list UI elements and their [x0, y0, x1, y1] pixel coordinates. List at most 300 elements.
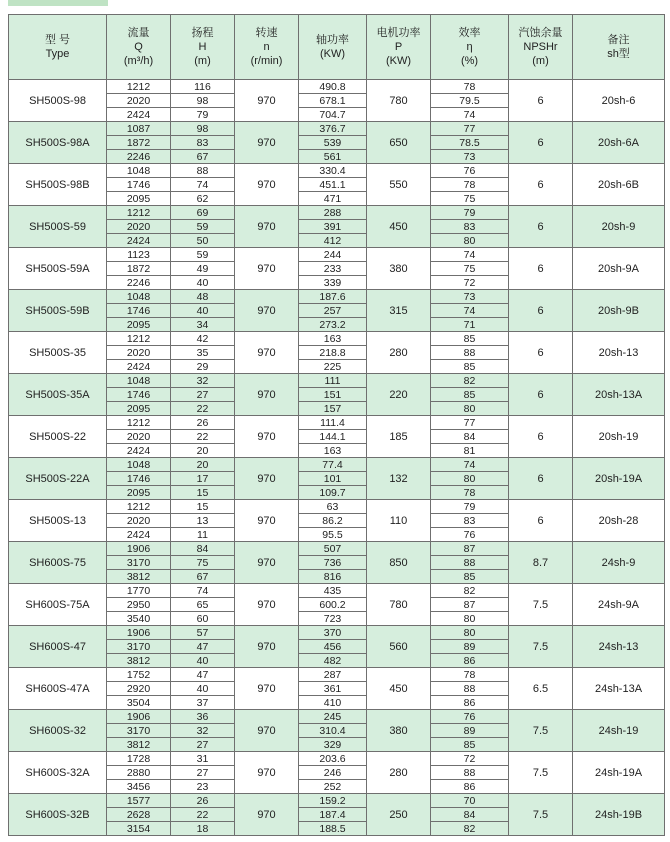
shaft-power-cell: 678.1 [299, 94, 367, 108]
table-row [9, 458, 665, 472]
speed-cell: 970 [235, 668, 299, 710]
efficiency-cell: 82 [431, 374, 509, 388]
head-cell: 84 [171, 542, 235, 556]
table-row [9, 668, 665, 682]
shaft-power-cell: 412 [299, 234, 367, 248]
shaft-power-cell: 482 [299, 654, 367, 668]
head-cell: 27 [171, 738, 235, 752]
npshr-cell: 7.5 [509, 626, 573, 668]
head-cell: 22 [171, 808, 235, 822]
flow-cell: 2095 [107, 486, 171, 500]
flow-cell: 2424 [107, 234, 171, 248]
header-npshr [509, 15, 573, 80]
motor-power-cell: 132 [367, 458, 431, 500]
table-body [9, 80, 665, 836]
npshr-cell: 7.5 [509, 710, 573, 752]
head-cell: 29 [171, 360, 235, 374]
flow-cell: 3456 [107, 780, 171, 794]
efficiency-cell: 87 [431, 598, 509, 612]
npshr-cell: 6 [509, 374, 573, 416]
flow-cell: 3812 [107, 654, 171, 668]
header-efficiency [431, 15, 509, 80]
head-cell: 79 [171, 108, 235, 122]
efficiency-cell: 80 [431, 626, 509, 640]
header-line: (r/min) [250, 55, 283, 67]
efficiency-cell: 84 [431, 430, 509, 444]
speed-cell: 970 [235, 206, 299, 248]
shaft-power-cell: 163 [299, 332, 367, 346]
head-cell: 83 [171, 136, 235, 150]
efficiency-cell: 87 [431, 542, 509, 556]
speed-cell: 970 [235, 584, 299, 626]
flow-cell: 2095 [107, 402, 171, 416]
flow-cell: 2424 [107, 528, 171, 542]
efficiency-cell: 83 [431, 220, 509, 234]
head-cell: 49 [171, 262, 235, 276]
efficiency-cell: 82 [431, 822, 509, 836]
shaft-power-cell: 736 [299, 556, 367, 570]
head-cell: 47 [171, 640, 235, 654]
efficiency-cell: 86 [431, 654, 509, 668]
shaft-power-cell: 456 [299, 640, 367, 654]
shaft-power-cell: 490.8 [299, 80, 367, 94]
note-cell: 24sh-19A [573, 752, 665, 794]
head-cell: 50 [171, 234, 235, 248]
head-cell: 40 [171, 304, 235, 318]
efficiency-cell: 74 [431, 108, 509, 122]
shaft-power-cell: 370 [299, 626, 367, 640]
flow-cell: 2095 [107, 192, 171, 206]
note-cell: 24sh-19B [573, 794, 665, 836]
flow-cell: 1728 [107, 752, 171, 766]
efficiency-cell: 88 [431, 766, 509, 780]
head-cell: 36 [171, 710, 235, 724]
speed-cell: 970 [235, 416, 299, 458]
head-cell: 27 [171, 766, 235, 780]
flow-cell: 1746 [107, 388, 171, 402]
efficiency-cell: 78 [431, 80, 509, 94]
header-accent-bar [8, 0, 108, 6]
shaft-power-cell: 329 [299, 738, 367, 752]
head-cell: 15 [171, 500, 235, 514]
motor-power-cell: 780 [367, 584, 431, 626]
efficiency-cell: 78 [431, 486, 509, 500]
flow-cell: 1577 [107, 794, 171, 808]
head-cell: 98 [171, 94, 235, 108]
motor-power-cell: 315 [367, 290, 431, 332]
head-cell: 17 [171, 472, 235, 486]
npshr-cell: 6 [509, 122, 573, 164]
model-cell: SH600S-47A [9, 668, 107, 710]
head-cell: 74 [171, 584, 235, 598]
speed-cell: 970 [235, 290, 299, 332]
motor-power-cell: 850 [367, 542, 431, 584]
table-row [9, 332, 665, 346]
speed-cell: 970 [235, 500, 299, 542]
shaft-power-cell: 225 [299, 360, 367, 374]
note-cell: 20sh-9B [573, 290, 665, 332]
flow-cell: 2246 [107, 150, 171, 164]
head-cell: 23 [171, 780, 235, 794]
shaft-power-cell: 561 [299, 150, 367, 164]
head-cell: 35 [171, 346, 235, 360]
npshr-cell: 7.5 [509, 584, 573, 626]
header-line: (m) [532, 55, 549, 67]
efficiency-cell: 81 [431, 444, 509, 458]
flow-cell: 1048 [107, 458, 171, 472]
head-cell: 48 [171, 290, 235, 304]
flow-cell: 1906 [107, 542, 171, 556]
shaft-power-cell: 376.7 [299, 122, 367, 136]
table-row [9, 626, 665, 640]
shaft-power-cell: 111 [299, 374, 367, 388]
header-speed [235, 15, 299, 80]
pump-spec-table [8, 14, 665, 836]
flow-cell: 2880 [107, 766, 171, 780]
head-cell: 22 [171, 430, 235, 444]
note-cell: 24sh-9A [573, 584, 665, 626]
flow-cell: 1212 [107, 500, 171, 514]
efficiency-cell: 80 [431, 402, 509, 416]
head-cell: 26 [171, 794, 235, 808]
speed-cell: 970 [235, 710, 299, 752]
model-cell: SH500S-22A [9, 458, 107, 500]
efficiency-cell: 85 [431, 570, 509, 584]
head-cell: 75 [171, 556, 235, 570]
shaft-power-cell: 391 [299, 220, 367, 234]
head-cell: 31 [171, 752, 235, 766]
shaft-power-cell: 816 [299, 570, 367, 584]
shaft-power-cell: 151 [299, 388, 367, 402]
flow-cell: 1770 [107, 584, 171, 598]
head-cell: 74 [171, 178, 235, 192]
motor-power-cell: 450 [367, 206, 431, 248]
model-cell: SH600S-32 [9, 710, 107, 752]
model-cell: SH600S-47 [9, 626, 107, 668]
table-row [9, 584, 665, 598]
npshr-cell: 7.5 [509, 794, 573, 836]
header-line: (m³/h) [123, 55, 154, 67]
efficiency-cell: 76 [431, 528, 509, 542]
table-row [9, 248, 665, 262]
shaft-power-cell: 188.5 [299, 822, 367, 836]
efficiency-cell: 78 [431, 178, 509, 192]
speed-cell: 970 [235, 626, 299, 668]
header-line: 电机功率 [376, 27, 421, 39]
efficiency-cell: 85 [431, 360, 509, 374]
efficiency-cell: 78 [431, 668, 509, 682]
flow-cell: 2424 [107, 360, 171, 374]
header-line: sh型 [607, 48, 630, 60]
table-row [9, 794, 665, 808]
speed-cell: 970 [235, 752, 299, 794]
head-cell: 27 [171, 388, 235, 402]
note-cell: 24sh-9 [573, 542, 665, 584]
header-row [9, 15, 665, 80]
shaft-power-cell: 86.2 [299, 514, 367, 528]
motor-power-cell: 560 [367, 626, 431, 668]
table-row [9, 416, 665, 430]
shaft-power-cell: 273.2 [299, 318, 367, 332]
efficiency-cell: 85 [431, 332, 509, 346]
model-cell: SH500S-98B [9, 164, 107, 206]
table-row [9, 290, 665, 304]
flow-cell: 3170 [107, 556, 171, 570]
model-cell: SH500S-98A [9, 122, 107, 164]
efficiency-cell: 83 [431, 514, 509, 528]
speed-cell: 970 [235, 794, 299, 836]
efficiency-cell: 85 [431, 388, 509, 402]
head-cell: 40 [171, 682, 235, 696]
model-cell: SH500S-59 [9, 206, 107, 248]
header-line: η [466, 41, 473, 53]
header-line: (KW) [319, 48, 346, 60]
flow-cell: 1212 [107, 416, 171, 430]
flow-cell: 1746 [107, 178, 171, 192]
speed-cell: 970 [235, 248, 299, 290]
head-cell: 98 [171, 122, 235, 136]
header-flow [107, 15, 171, 80]
flow-cell: 2246 [107, 276, 171, 290]
note-cell: 20sh-9A [573, 248, 665, 290]
note-cell: 20sh-19 [573, 416, 665, 458]
note-cell: 20sh-6A [573, 122, 665, 164]
speed-cell: 970 [235, 374, 299, 416]
head-cell: 32 [171, 374, 235, 388]
shaft-power-cell: 246 [299, 766, 367, 780]
speed-cell: 970 [235, 332, 299, 374]
efficiency-cell: 80 [431, 234, 509, 248]
efficiency-cell: 75 [431, 192, 509, 206]
note-cell: 20sh-6B [573, 164, 665, 206]
shaft-power-cell: 252 [299, 780, 367, 794]
efficiency-cell: 75 [431, 262, 509, 276]
motor-power-cell: 780 [367, 80, 431, 122]
flow-cell: 1212 [107, 206, 171, 220]
motor-power-cell: 280 [367, 752, 431, 794]
motor-power-cell: 380 [367, 248, 431, 290]
table-row [9, 206, 665, 220]
npshr-cell: 6 [509, 416, 573, 458]
shaft-power-cell: 330.4 [299, 164, 367, 178]
npshr-cell: 8.7 [509, 542, 573, 584]
head-cell: 59 [171, 220, 235, 234]
head-cell: 26 [171, 416, 235, 430]
head-cell: 57 [171, 626, 235, 640]
flow-cell: 2020 [107, 94, 171, 108]
efficiency-cell: 74 [431, 458, 509, 472]
header-line: Type [45, 48, 70, 60]
flow-cell: 1048 [107, 290, 171, 304]
header-line: 流量 [127, 27, 150, 39]
model-cell: SH500S-22 [9, 416, 107, 458]
motor-power-cell: 280 [367, 332, 431, 374]
flow-cell: 2920 [107, 682, 171, 696]
head-cell: 37 [171, 696, 235, 710]
shaft-power-cell: 77.4 [299, 458, 367, 472]
head-cell: 88 [171, 164, 235, 178]
efficiency-cell: 74 [431, 248, 509, 262]
shaft-power-cell: 539 [299, 136, 367, 150]
table-row [9, 374, 665, 388]
shaft-power-cell: 163 [299, 444, 367, 458]
head-cell: 20 [171, 458, 235, 472]
header-line: (m) [194, 55, 211, 67]
head-cell: 40 [171, 276, 235, 290]
motor-power-cell: 110 [367, 500, 431, 542]
efficiency-cell: 80 [431, 612, 509, 626]
header-line: H [198, 41, 207, 53]
flow-cell: 1048 [107, 164, 171, 178]
flow-cell: 2095 [107, 318, 171, 332]
efficiency-cell: 77 [431, 416, 509, 430]
npshr-cell: 6 [509, 248, 573, 290]
efficiency-cell: 73 [431, 290, 509, 304]
shaft-power-cell: 507 [299, 542, 367, 556]
table-row [9, 122, 665, 136]
note-cell: 24sh-13 [573, 626, 665, 668]
model-cell: SH600S-32B [9, 794, 107, 836]
efficiency-cell: 89 [431, 724, 509, 738]
shaft-power-cell: 287 [299, 668, 367, 682]
shaft-power-cell: 310.4 [299, 724, 367, 738]
note-cell: 24sh-19 [573, 710, 665, 752]
note-cell: 20sh-13A [573, 374, 665, 416]
shaft-power-cell: 159.2 [299, 794, 367, 808]
npshr-cell: 6 [509, 80, 573, 122]
flow-cell: 1123 [107, 248, 171, 262]
head-cell: 34 [171, 318, 235, 332]
flow-cell: 2424 [107, 108, 171, 122]
header-line: 型 号 [44, 34, 71, 46]
efficiency-cell: 76 [431, 164, 509, 178]
shaft-power-cell: 257 [299, 304, 367, 318]
efficiency-cell: 88 [431, 346, 509, 360]
npshr-cell: 6 [509, 290, 573, 332]
shaft-power-cell: 144.1 [299, 430, 367, 444]
note-cell: 20sh-9 [573, 206, 665, 248]
header-motor-power [367, 15, 431, 80]
flow-cell: 2424 [107, 444, 171, 458]
flow-cell: 1087 [107, 122, 171, 136]
flow-cell: 2628 [107, 808, 171, 822]
efficiency-cell: 89 [431, 640, 509, 654]
flow-cell: 1212 [107, 332, 171, 346]
flow-cell: 3812 [107, 570, 171, 584]
head-cell: 67 [171, 150, 235, 164]
efficiency-cell: 79 [431, 500, 509, 514]
head-cell: 65 [171, 598, 235, 612]
efficiency-cell: 80 [431, 472, 509, 486]
head-cell: 62 [171, 192, 235, 206]
shaft-power-cell: 361 [299, 682, 367, 696]
shaft-power-cell: 218.8 [299, 346, 367, 360]
efficiency-cell: 76 [431, 710, 509, 724]
efficiency-cell: 88 [431, 682, 509, 696]
header-line: P [394, 41, 403, 53]
note-cell: 24sh-13A [573, 668, 665, 710]
header-line: (KW) [385, 55, 412, 67]
header-type [9, 15, 107, 80]
motor-power-cell: 380 [367, 710, 431, 752]
head-cell: 69 [171, 206, 235, 220]
npshr-cell: 6 [509, 206, 573, 248]
shaft-power-cell: 63 [299, 500, 367, 514]
header-line: 扬程 [191, 27, 214, 39]
npshr-cell: 6 [509, 500, 573, 542]
efficiency-cell: 78.5 [431, 136, 509, 150]
model-cell: SH500S-59B [9, 290, 107, 332]
shaft-power-cell: 704.7 [299, 108, 367, 122]
flow-cell: 1906 [107, 626, 171, 640]
head-cell: 59 [171, 248, 235, 262]
shaft-power-cell: 245 [299, 710, 367, 724]
note-cell: 20sh-19A [573, 458, 665, 500]
motor-power-cell: 450 [367, 668, 431, 710]
efficiency-cell: 74 [431, 304, 509, 318]
flow-cell: 2020 [107, 220, 171, 234]
flow-cell: 3504 [107, 696, 171, 710]
speed-cell: 970 [235, 80, 299, 122]
shaft-power-cell: 600.2 [299, 598, 367, 612]
npshr-cell: 6 [509, 458, 573, 500]
shaft-power-cell: 203.6 [299, 752, 367, 766]
motor-power-cell: 185 [367, 416, 431, 458]
speed-cell: 970 [235, 122, 299, 164]
shaft-power-cell: 109.7 [299, 486, 367, 500]
npshr-cell: 6.5 [509, 668, 573, 710]
header-line: 轴功率 [316, 34, 349, 46]
model-cell: SH500S-35 [9, 332, 107, 374]
shaft-power-cell: 451.1 [299, 178, 367, 192]
flow-cell: 1906 [107, 710, 171, 724]
flow-cell: 3540 [107, 612, 171, 626]
header-line: (%) [460, 55, 479, 67]
head-cell: 42 [171, 332, 235, 346]
efficiency-cell: 86 [431, 696, 509, 710]
flow-cell: 1872 [107, 136, 171, 150]
head-cell: 32 [171, 724, 235, 738]
shaft-power-cell: 157 [299, 402, 367, 416]
header-line: 汽蚀余量 [518, 27, 563, 39]
note-cell: 20sh-13 [573, 332, 665, 374]
flow-cell: 1752 [107, 668, 171, 682]
head-cell: 20 [171, 444, 235, 458]
head-cell: 116 [171, 80, 235, 94]
shaft-power-cell: 471 [299, 192, 367, 206]
head-cell: 40 [171, 654, 235, 668]
header-line: 效率 [458, 27, 481, 39]
head-cell: 47 [171, 668, 235, 682]
shaft-power-cell: 101 [299, 472, 367, 486]
flow-cell: 3170 [107, 724, 171, 738]
flow-cell: 3154 [107, 822, 171, 836]
head-cell: 15 [171, 486, 235, 500]
header-line: n [263, 41, 270, 53]
motor-power-cell: 650 [367, 122, 431, 164]
head-cell: 18 [171, 822, 235, 836]
flow-cell: 1048 [107, 374, 171, 388]
efficiency-cell: 70 [431, 794, 509, 808]
head-cell: 22 [171, 402, 235, 416]
model-cell: SH500S-98 [9, 80, 107, 122]
note-cell: 20sh-6 [573, 80, 665, 122]
model-cell: SH600S-75A [9, 584, 107, 626]
flow-cell: 1872 [107, 262, 171, 276]
model-cell: SH500S-13 [9, 500, 107, 542]
efficiency-cell: 77 [431, 122, 509, 136]
efficiency-cell: 86 [431, 780, 509, 794]
